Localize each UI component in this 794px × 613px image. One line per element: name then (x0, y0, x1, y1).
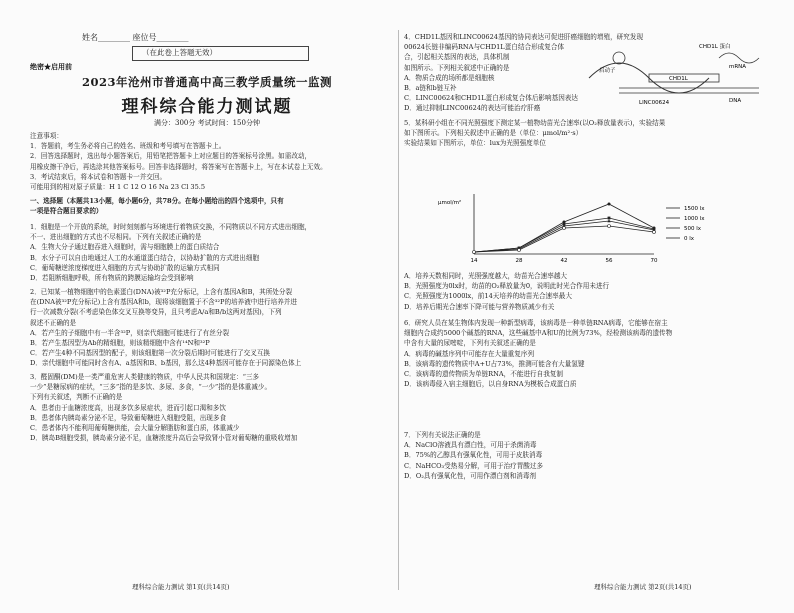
q1-option: C．葡萄糖逆浓度梯度进入细胞的方式与协助扩散的运输方式相同 (30, 263, 220, 272)
q3-line: 一少”是糖尿病的症状，“三多”指的是多饮、多尿、多食，“一少”指的是体重减少。 (30, 383, 272, 392)
q2-option: C．若产生4种不同基因型的配子，则该细胞第一次分裂后期时可能进行了交叉互换 (30, 349, 271, 358)
notes-block (30, 131, 390, 192)
question-1 (30, 222, 390, 283)
q3-option: C．患者体内不能利用葡萄糖供能，会大量分解脂肪和蛋白质，体重减少 (30, 424, 240, 433)
q3-option: D．胰岛B细胞受损，胰岛素分泌不足，血糖浓度升高后会导致肾小管对葡萄糖的重吸收增加 (30, 434, 298, 443)
diagram-label: DNA (729, 98, 742, 104)
q1-option: A．生物大分子通过胞吞进入细胞时，需与细胞膜上的蛋白质结合 (30, 243, 220, 252)
header-fields: 姓名________ 座位号________ (82, 33, 189, 42)
q7-option: C．NaHCO₃受热易分解，可用于治疗胃酸过多 (404, 461, 544, 470)
q6-option: C．该病毒的遗传物质为单链RNA，不能进行自我复制 (404, 370, 564, 379)
q4-option: D．通过抑制LINC00624的表达可能治疗肝癌 (404, 104, 541, 113)
q5-line: 5．某科研小组在不同光照强度下测定某一植物幼苗光合速率(以O₂释放量表示)，实验结果 (404, 119, 666, 127)
legend-label: 500 lx (684, 226, 702, 232)
q4-line: 4．CHD1L基因和LINC00624基因的协同表达可促进肝癌细胞的增殖，研究发现 (404, 33, 644, 41)
gene-mechanism-diagram (579, 38, 769, 108)
q4-line: 如图所示。下列相关叙述中正确的是 (404, 63, 510, 72)
section-heading (30, 196, 390, 216)
q3-option: B．患者体内胰岛素分泌不足，导致葡萄糖进入细胞受阻，出现多食 (30, 413, 227, 422)
question-5 (404, 118, 764, 149)
q5-option: B．光照强度为0lx时，幼苗的O₂释放量为0，说明此时光合作用未进行 (404, 282, 610, 291)
question-3 (30, 372, 390, 443)
note-line: 1．答题前，考生务必将自己的姓名、班级和考号填写在答题卡上。 (30, 142, 226, 151)
page-footer-left: 理科综合能力测试 第1页(共14页) (132, 583, 230, 591)
data-point (473, 251, 476, 254)
q2-line: 在(DNA被³²P充分标记)上含有基因A和b，现将该细胞置于不含³²P的培养液中进行培养并进 (30, 298, 297, 307)
right-column (404, 0, 774, 613)
section-line: 一、选择题（本题共13小题，每小题6分，共78分。在每小题给出的四个选项中，只有 (30, 197, 284, 205)
q3-line: 下列有关叙述，判断不正确的是 (30, 393, 123, 402)
q4-option: A．物质合成的场所都是细胞核 (404, 73, 495, 82)
q6-option: B．该病毒的遗传物质中A+U占73%，推测可能含有大量氢键 (404, 359, 585, 368)
q1-option: D．若阻断细胞呼吸，所有物质的跨膜运输均会受到影响 (30, 274, 194, 283)
page-footer-right: 理科综合能力测试 第2页(共14页) (594, 583, 692, 591)
data-point (518, 249, 521, 252)
q7-option: A．NaClO溶液具有漂白性，可用于杀菌消毒 (404, 441, 537, 450)
q7-line: 7．下列有关说法正确的是 (404, 431, 481, 439)
q7-option: B．75%的乙醇具有强氧化性，可用于皮肤消毒 (404, 451, 543, 460)
q4-line: 合，引起相关基因的表达，具体机制 (404, 53, 510, 62)
exam-title: 2023年沧州市普通高中高三教学质量统一监测 (81, 75, 332, 89)
q1-option: B．水分子可以自由地通过人工的水通道蛋白结合，以协助扩散的方式进出细胞 (30, 253, 260, 262)
q5-option: C．光照强度为1000lx，前14天培养的幼苗光合速率最大 (404, 292, 572, 301)
legend-label: 1500 lx (684, 206, 705, 212)
q1-line: 不一、进出细胞的方式也不尽相同。下列有关叙述正确的是 (30, 233, 202, 242)
diagram-label: CHD1L (669, 76, 688, 82)
legend-label: 0 lx (684, 236, 695, 242)
secret-label: 绝密★启用前 (30, 62, 72, 71)
question-6 (404, 318, 764, 389)
q4-option: C．LINC00624和CHD1L蛋白形成复合体后影响基因表达 (404, 94, 578, 103)
q5-option: A．培养天数相同时，光照强度越大，幼苗光合速率越大 (404, 272, 568, 280)
q6-line: 细胞内合成约5000个碱基的RNA，这些碱基中A和U的比例为73%，经检测该病毒的遗传物 (404, 329, 673, 338)
diagram-label: CHD1L 蛋白 (699, 44, 731, 50)
q5-line: 实验结果如下图所示，单位：lux为光照强度单位 (404, 139, 546, 148)
y-axis-label: μmol/m² (438, 200, 462, 206)
x-tick-label: 28 (515, 258, 523, 264)
q2-option: B．若产生基因型为Ab的精细胞，则该精细胞中含有¹⁴N和³²P (30, 339, 210, 348)
note-line: 用橡皮擦干净后，再选涂其他答案标号。回答非选择题时，将答案写在答题卡上，写在本试卷上无效。 (30, 162, 327, 171)
q5-option: D．培养后期光合速率下降可能与营养物质减少有关 (404, 302, 555, 311)
question-5-options (404, 271, 764, 312)
data-point (653, 231, 656, 234)
q2-option: A．若产生的子细胞中有一半含³²P，则亲代细胞可能进行了有丝分裂 (30, 328, 230, 337)
q6-option: D．该病毒侵入宿主细胞后，以自身RNA为模板合成蛋白质 (404, 380, 577, 389)
q7-option: D．O₂具有强氧化性，可用作漂白剂和消毒剂 (404, 471, 537, 480)
x-tick-label: 56 (605, 258, 613, 264)
x-tick-label: 70 (650, 258, 658, 264)
data-point (608, 203, 611, 206)
q2-line: 叙述不正确的是 (30, 318, 77, 327)
q1-line: 1．细胞是一个开放的系统，时时刻刻都与环境进行着物质交换，不同物质以不同方式进出细胞， (30, 223, 312, 231)
q2-line: 行一次减数分裂(不考虑染色体交叉互换等变异，且只考虑A/a和B/b这两对基因)，下列 (30, 308, 282, 317)
note-line: 3．考试结束后，将本试卷和答题卡一并交回。 (30, 172, 167, 181)
q6-option: A．病毒的碱基序列中可能存在大量重复序列 (404, 349, 535, 358)
header-note: （在此卷上答题无效） (142, 48, 217, 57)
question-2 (30, 287, 390, 369)
data-point (563, 227, 566, 230)
series-line (474, 226, 654, 252)
subject-title: 理科综合能力测试题 (121, 97, 293, 117)
q2-option: D．亲代细胞中可能同时含有A、a基因和B、b基因，那么这4种基因可能存在于同源染色体上 (30, 359, 302, 368)
left-column (22, 0, 392, 613)
data-point (607, 219, 610, 222)
diagram-label: mRNA (729, 64, 747, 70)
diagram-label: LINC00624 (639, 100, 670, 106)
data-point (608, 217, 611, 220)
q6-line: 中含有大量的尿嘧啶，下列有关叙述正确的是 (404, 339, 536, 348)
q2-line: 2．已知某一植物细胞中的色素蛋白(DNA)被³²P充分标记，上含有基因A和B，其所处分裂 (30, 288, 293, 296)
q5-line: 如下图所示。下列相关叙述中正确的是（单位：μmol/m²·s） (404, 129, 583, 138)
q3-option: A．患者由于血糖浓度高，出现多饮多尿症状，进而引起口渴和多饮 (30, 403, 226, 412)
data-point (608, 225, 611, 228)
legend-label: 1000 lx (684, 216, 705, 222)
q6-line: 6．研究人员在某生物体内发现一种新型病毒，该病毒是一种单链RNA病毒，它能够在宿主 (404, 319, 668, 327)
q4-option: B．a链和b链互补 (404, 84, 457, 93)
diagram-label: 启动子 (599, 68, 616, 74)
q3-line: 3．醛固酮(DM)是一类严重危害人类健康的物质，中华人民共和国规定：“三多 (30, 373, 260, 381)
question-7 (404, 430, 764, 481)
note-line: 注意事项： (30, 132, 63, 140)
score-line: 满分：300分 考试时间：150分钟 (154, 119, 260, 127)
column-divider (398, 30, 399, 590)
light-intensity-line-chart (434, 188, 734, 268)
x-tick-label: 42 (560, 258, 568, 264)
section-line: 一项是符合题目要求的） (30, 207, 103, 216)
note-line: 可能用到的相对原子质量：H 1 C 12 O 16 Na 23 Cl 35.5 (30, 183, 206, 192)
note-line: 2．回答选择题时，选出每小题答案后，用铅笔把答题卡上对应题目的答案标号涂黑。如需改动， (30, 152, 312, 161)
q4-line: 00624长链非编码RNA与CHD1L蛋白结合形成复合体 (404, 43, 565, 52)
x-tick-label: 14 (470, 258, 478, 264)
